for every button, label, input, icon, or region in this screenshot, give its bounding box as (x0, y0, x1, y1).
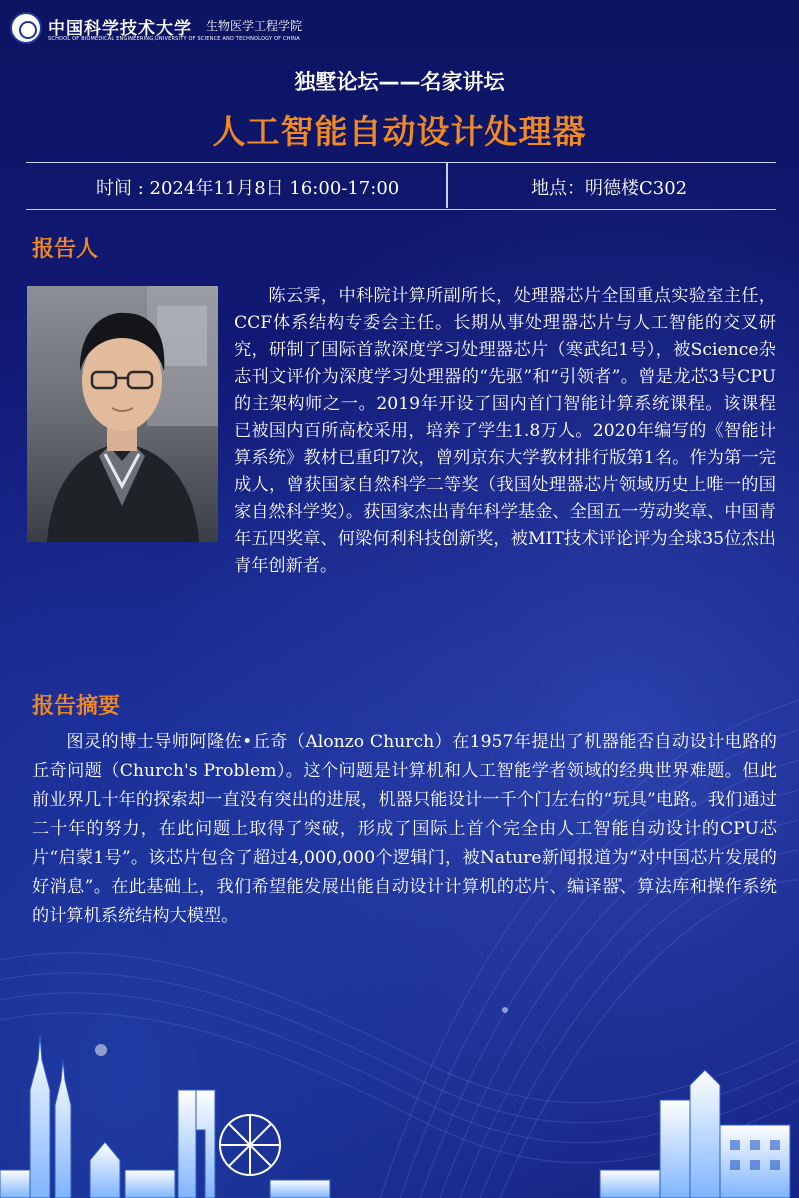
university-name-cn: 中国科学技术大学 (48, 19, 192, 39)
university-seal-icon (10, 12, 42, 44)
info-divider (446, 163, 448, 208)
abstract-text: 图灵的博士导师阿隆佐•丘奇（Alonzo Church）在1957年提出了机器能否自动设计电路的丘奇问题（Church's Problem）。这个问题是计算机和人工智能学者领域的经典世界难题。但此前业界几十年的探索却一直没有突出的进展，机器只能设计一千个门左右的“玩具”电路。我们通过二十年的努力，在此问题上取得了突破，形成了国际上首个完全由人工智能自动设计的CPU芯片“启蒙1号”。该芯片包含了超过4,000,000个逻辑门，被Nature新闻报道为“对中国芯片发展的好消息”。在此基础上，我们希望能发展出能自动设计计算机的芯片、编译器、算法库和操作系统的计算机系统结构大模型。 (32, 732, 777, 926)
lecture-title: 人工智能自动设计处理器 (212, 112, 587, 151)
city-skyline-illustration (0, 1030, 799, 1198)
lecture-location: 地点：明德楼C302 (531, 178, 688, 199)
info-bar (26, 162, 776, 210)
school-name-en: SCHOOL OF BIOMEDICAL ENGINEERING,UNIVERSITY OF SCIENCE AND TECHNOLOGY OF CHINA (48, 36, 300, 42)
university-logo-header (10, 12, 310, 46)
speaker-heading: 报告人 (32, 237, 99, 262)
speaker-portrait-illustration (27, 286, 218, 542)
abstract-heading: 报告摘要 (32, 694, 121, 719)
speaker-bio: 陈云霁，中科院计算所副所长，处理器芯片全国重点实验室主任，CCF体系结构专委会主任。长期从事处理器芯片与人工智能的交叉研究，研制了国际首款深度学习处理器芯片（寒武纪1号），被Science杂志刊文评价为深度学习处理器的“先驱”和“引领者”。曾是龙芯3号CPU的主架构师之一。2019年开设了国内首门智能计算系统课程。该课程已被国内百所高校采用，培养了学生1.8万人。2020年编写的《智能计算系统》教材已重印7次，曾列京东大学教材排行版第1名。作为第一完成人，曾获国家自然科学二等奖（我国处理器芯片领域历史上唯一的国家自然科学奖）。获国家杰出青年科学基金、全国五一劳动奖章、中国青年五四奖章、何梁何利科技创新奖，被MIT技术评论评为全球35位杰出青年创新者。 (234, 286, 776, 576)
series-title: 独墅论坛——名家讲坛 (294, 70, 505, 94)
speaker-photo (27, 286, 218, 542)
school-name-cn: 生物医学工程学院 (206, 19, 303, 33)
lecture-time: 时间 : 2024年11月8日 16:00-17:00 (96, 178, 400, 199)
